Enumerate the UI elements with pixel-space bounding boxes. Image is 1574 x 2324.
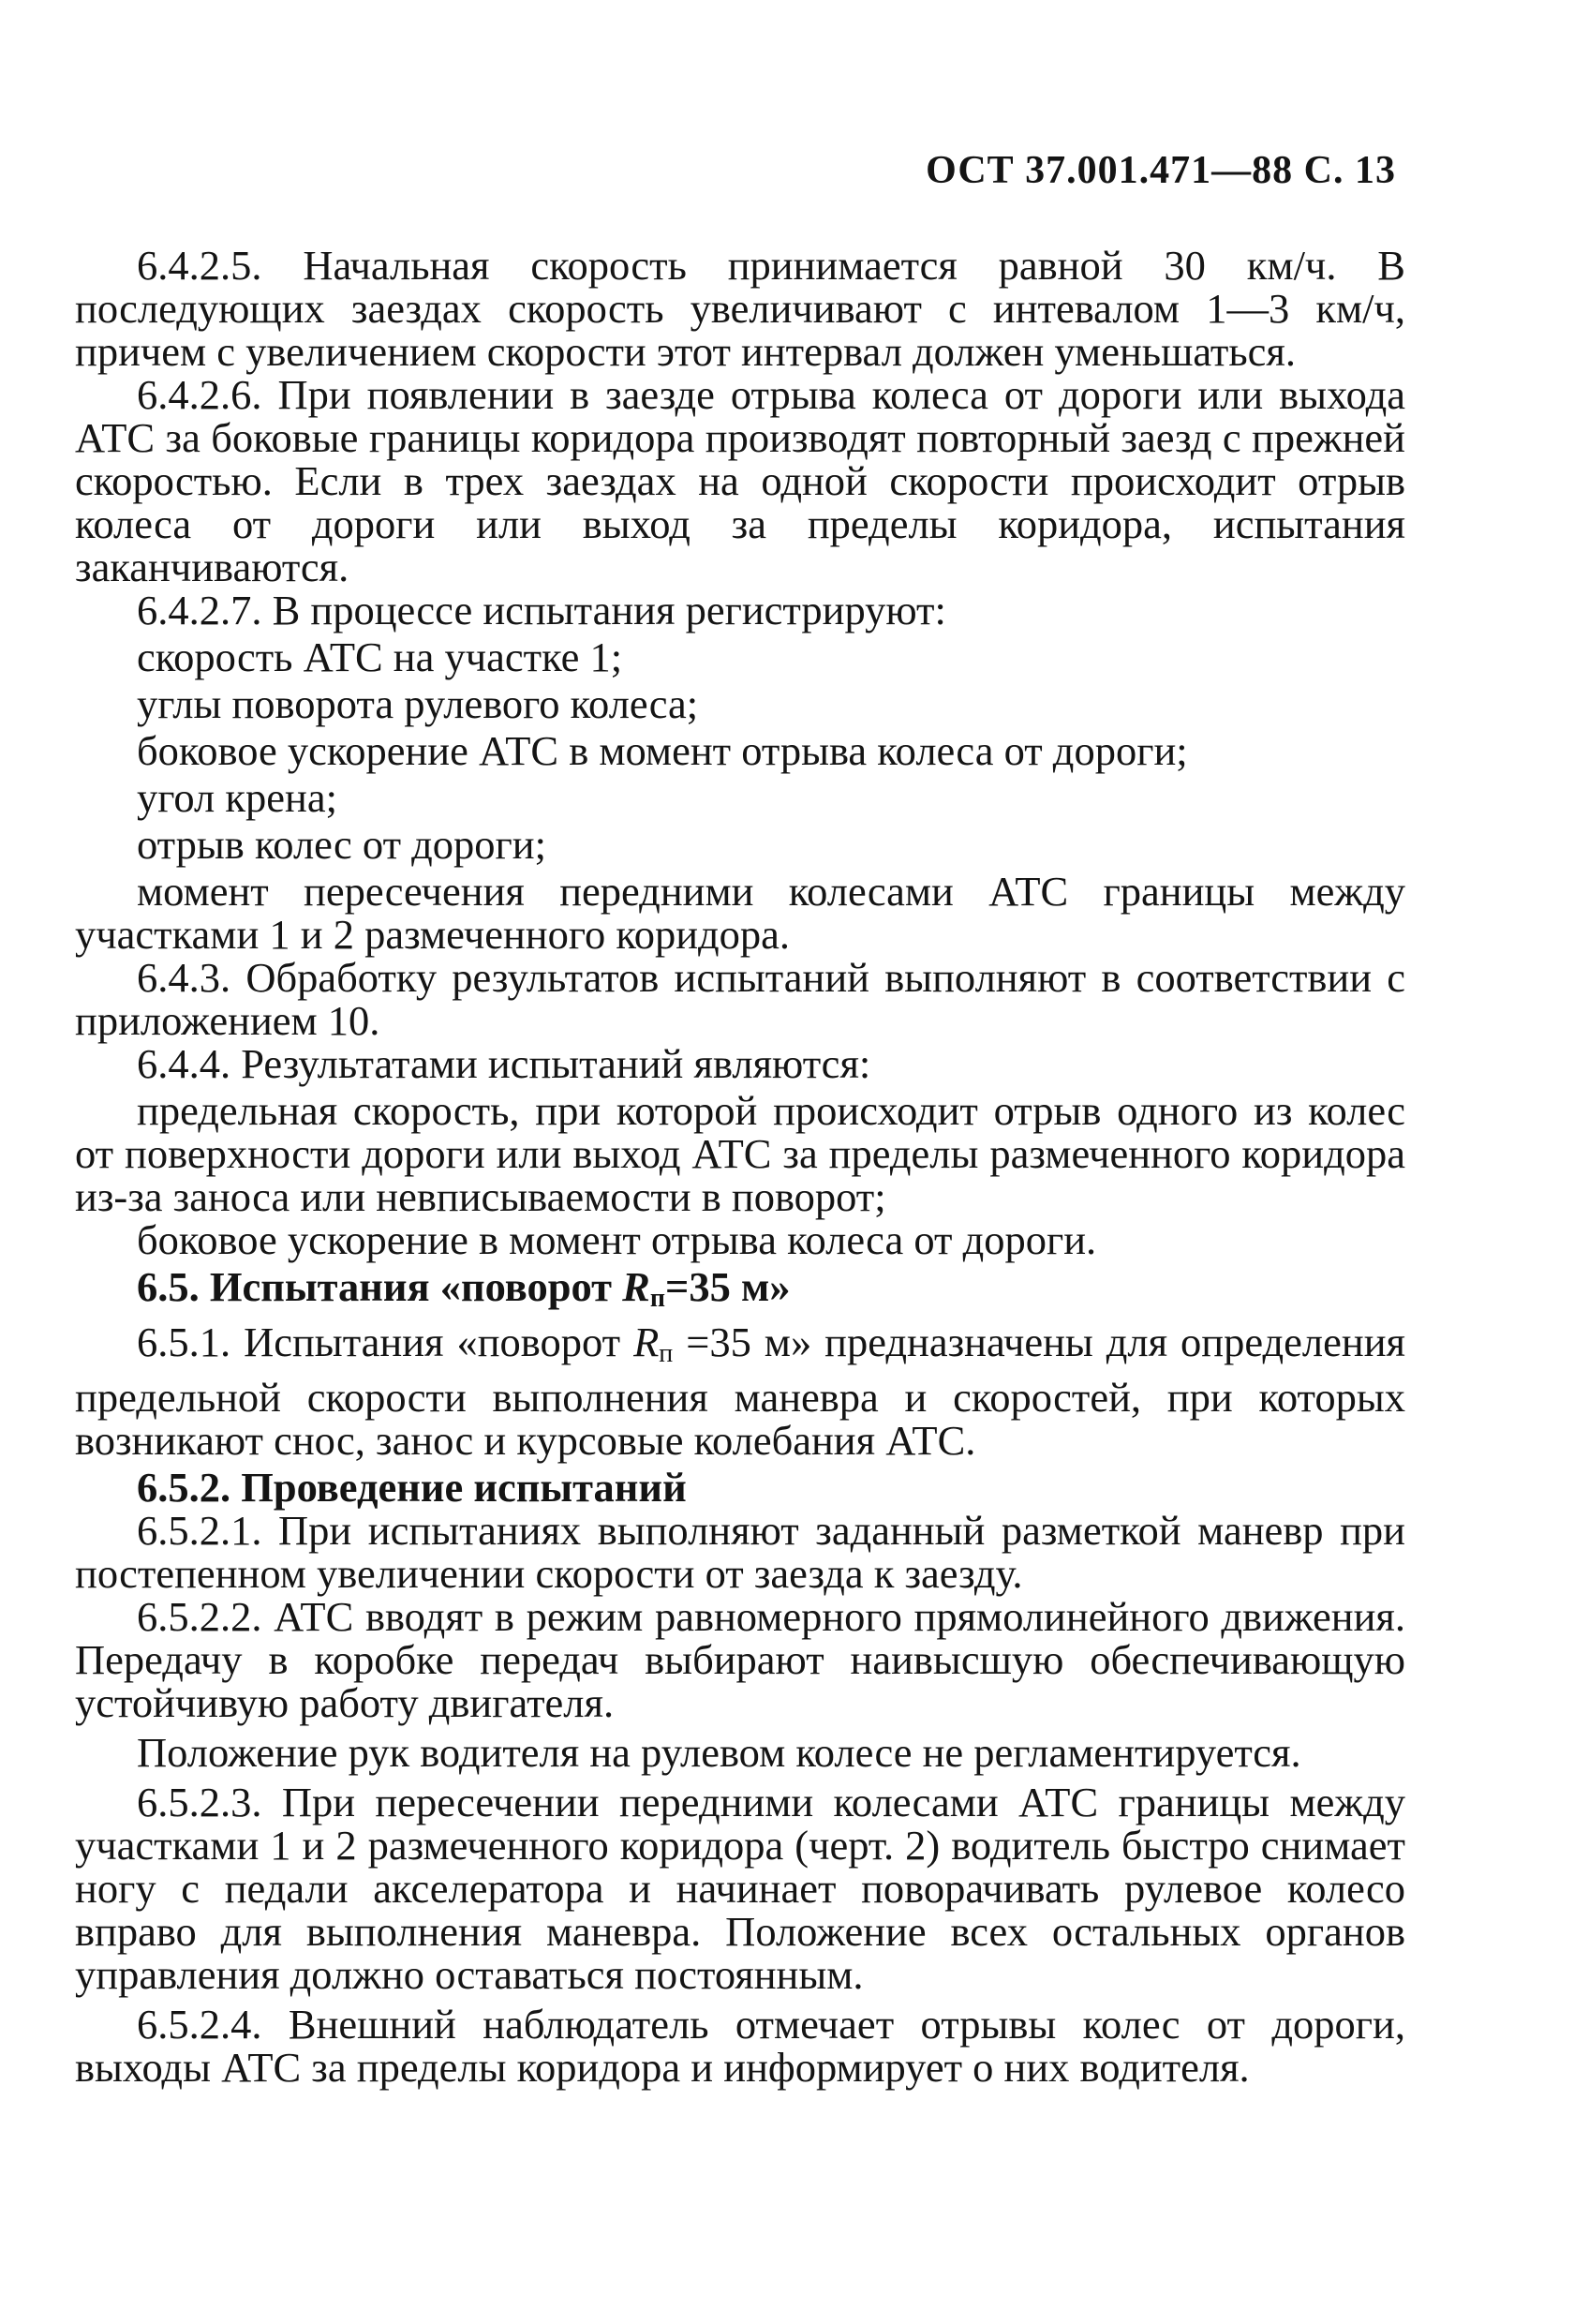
radius-subscript: п (649, 1284, 665, 1313)
list-item: отрыв колес от дороги; (137, 821, 546, 868)
radius-subscript: п (659, 1339, 674, 1368)
result-item: боковое ускорение в момент отрыва колеса от дороги. (137, 1216, 1097, 1263)
result-item: предельная скорость, при которой происходит отрыв одного из колес от поверхности дороги или выход АТС за пределы размеченного коридора из-за заноса или невписываемости в поворот; (75, 1087, 1405, 1220)
paragraph-6-5-2-2: 6.5.2.2. АТС вводят в режим равномерного прямолинейного движения. Передачу в коробке передач выбирают наивысшую обеспечивающую устойчивую работу двигателя. (75, 1593, 1405, 1726)
paragraph-6-4-3: 6.4.3. Обработку результатов испытаний выполняют в соответствии с приложением 10. (75, 954, 1405, 1044)
list-item: угол крена; (137, 774, 337, 821)
page-header: ОСТ 37.001.471—88 С. 13 (926, 149, 1396, 192)
paragraph-6-5-2-3: 6.5.2.3. При пересечении передними колесами АТС границы между участками 1 и 2 размеченного коридора (черт. 2) водитель быстро снимает ногу с педали акселератора и начинает поворачивать рулевое колесо вправо для выполнения маневра. Положение всех остальных органов управления должно оставаться постоянным. (75, 1779, 1405, 1998)
paragraph-6-4-4: 6.4.4. Результатами испытаний являются: (137, 1040, 871, 1087)
radius-symbol: R (633, 1318, 660, 1365)
list-item: углы поворота рулевого колеса; (137, 680, 699, 727)
radius-symbol: R (622, 1263, 650, 1310)
paragraph-suffix: =35 м» предназначены для определения предельной скорости выполнения маневра и скоростей, при которых возникают снос, занос и курсовые колебания АТС. (75, 1318, 1405, 1464)
section-heading-6-5-2: 6.5.2. Проведение испытаний (137, 1464, 687, 1511)
document-body (75, 244, 1405, 2089)
paragraph-6-5-2-1: 6.5.2.1. При испытаниях выполняют заданный разметкой маневр при постепенном увеличении скорости от заезда к заезду. (75, 1507, 1405, 1597)
list-item-last: момент пересечения передними колесами АТС границы между участками 1 и 2 размеченного коридора. (75, 868, 1405, 958)
list-item: боковое ускорение АТС в момент отрыва колеса от дороги; (137, 727, 1188, 774)
paragraph-prefix: 6.5.1. Испытания «поворот (137, 1318, 634, 1365)
paragraph-6-4-2-7: 6.4.2.7. В процессе испытания регистрируют: (137, 587, 946, 633)
paragraph-6-5-2-4: 6.5.2.4. Внешний наблюдатель отмечает отрывы колес от дороги, выходы АТС за пределы коридора и информирует о них водителя. (75, 2001, 1405, 2091)
heading-suffix: =35 м» (665, 1263, 791, 1310)
paragraph-6-5-1 (75, 1320, 1405, 1462)
heading-prefix: 6.5. Испытания «поворот (137, 1263, 623, 1310)
paragraph-6-4-2-6: 6.4.2.6. При появлении в заезде отрыва колеса от дороги или выхода АТС за боковые границы коридора производят повторный заезд с прежней скоростью. Если в трех заездах на одной скорости происходит отрыв колеса от дороги или выход за пределы коридора, испытания заканчиваются. (75, 371, 1405, 590)
paragraph-6-5-2-2-note: Положение рук водителя на рулевом колесе не регламентируется. (137, 1729, 1301, 1776)
list-item: скорость АТС на участке 1; (137, 633, 623, 680)
section-heading-6-5 (75, 1265, 1405, 1320)
paragraph-6-4-2-5: 6.4.2.5. Начальная скорость принимается равной 30 км/ч. В последующих заездах скорость увеличивают с интевалом 1—3 км/ч, причем с увеличением скорости этот интервал должен уменьшаться. (75, 242, 1405, 375)
